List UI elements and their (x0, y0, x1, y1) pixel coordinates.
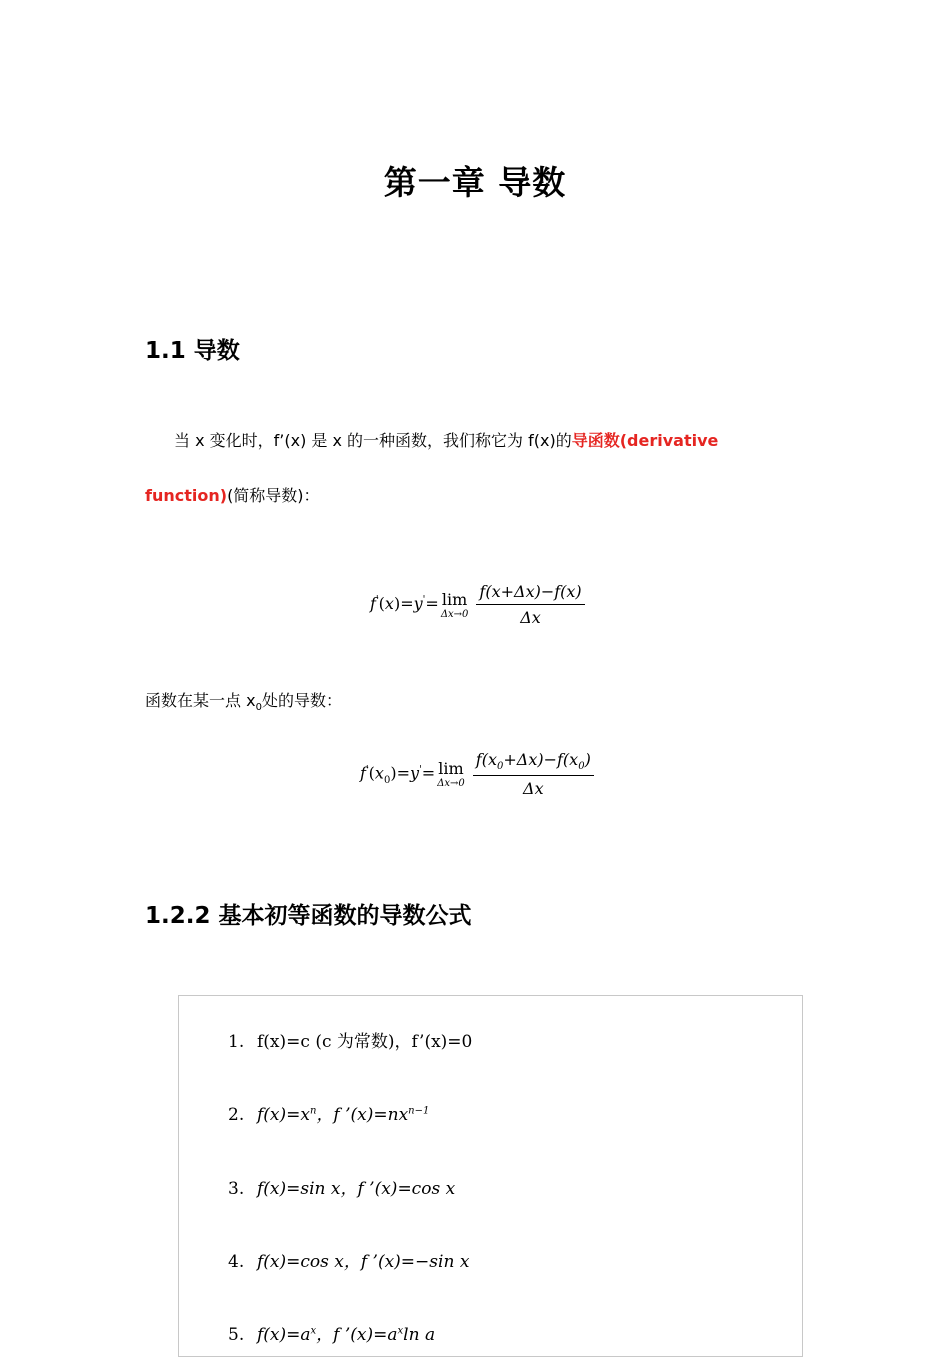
item-number: 3. (228, 1179, 245, 1199)
formula-x: x (384, 594, 394, 613)
item-text-c: ln a (403, 1325, 436, 1345)
item-text: f(x)=x (257, 1105, 310, 1125)
point-derivative-formula: $f'(x_0)=y'=$ lim Δx→0 $\frac{f(x_0+\Delta x)-f(x_0)}{\Delta x}$ (360, 750, 594, 798)
limit (441, 590, 469, 620)
point-text: 函数在某一点 x (145, 691, 256, 710)
limit-word: lim (441, 589, 468, 609)
fraction-numerator: f(x+Δx)−f(x) (476, 582, 584, 605)
num-part-a: f(x (475, 750, 497, 769)
section-heading-formulas: 1.2.2 基本初等函数的导数公式 (145, 903, 472, 929)
formula2-y-prime: ' (419, 764, 422, 776)
item-text: f(x)=c (c 为常数)，f’(x)=0 (257, 1032, 473, 1052)
num-sub-1: 0 (496, 761, 504, 773)
formula-prime: ' (375, 594, 379, 606)
item-number: 1. (228, 1032, 245, 1052)
item-text-b: ，f ’(x)=nx (316, 1105, 409, 1125)
formula-f: f (370, 594, 376, 613)
item-number: 2. (228, 1105, 245, 1125)
formula-item-4 (228, 1247, 469, 1272)
formula-y: y (413, 594, 423, 613)
item-text-b: ，f ’(x)=a (316, 1325, 398, 1345)
fraction2-denominator: Δx (523, 779, 544, 799)
num-sub-2: 0 (578, 761, 585, 773)
formula2-x: x (374, 763, 384, 783)
formula-item-1 (228, 1027, 472, 1052)
definition-paragraph-line2 (145, 483, 320, 506)
derivative-formula: f'(x)=y'= lim Δx→0 $\frac{f(x+\Delta x)-f(x)}{\Delta x}$ (370, 582, 585, 627)
point-subscript: 0 (255, 702, 262, 714)
chapter-title: 第一章 导数 (383, 163, 567, 202)
definition-end: (简称导数)： (227, 486, 320, 505)
item-number: 4. (228, 1252, 245, 1272)
fraction-denominator: Δx (520, 608, 541, 627)
formula-item-3 (228, 1174, 455, 1199)
term-english-part1: (derivative (619, 431, 719, 450)
fraction2 (473, 750, 594, 798)
term-chinese: 导函数 (571, 431, 620, 450)
formula-item-2 (228, 1100, 429, 1125)
item-text: f(x)=a (257, 1325, 311, 1345)
num-part-c: ) (584, 750, 591, 769)
fraction (476, 582, 584, 627)
point-derivative-text (145, 688, 342, 713)
formula-item-5 (228, 1320, 435, 1345)
formula2-y: y (409, 763, 420, 783)
item-superscript-2: x (397, 1325, 404, 1337)
item-superscript-2: n−1 (408, 1105, 430, 1117)
item-superscript: n (309, 1105, 317, 1117)
formula-y-prime: ' (422, 594, 426, 606)
item-text: f(x)=sin x，f ’(x)=cos x (257, 1179, 456, 1199)
formula2-f: f (360, 763, 366, 783)
item-superscript: x (310, 1325, 317, 1337)
fraction2-numerator (473, 750, 594, 776)
item-text: f(x)=cos x，f ’(x)=−sin x (257, 1252, 470, 1272)
formula2-subscript: 0 (383, 774, 391, 786)
definition-paragraph-line1 (174, 428, 718, 451)
definition-text: 当 x 变化时，f’(x) 是 x 的一种函数，我们称它为 f(x)的 (174, 431, 572, 450)
limit-subscript: Δx→0 (440, 608, 469, 620)
num-part-b: +Δx)−f(x (503, 750, 579, 769)
limit2-word: lim (438, 759, 464, 779)
formula2-prime: ' (365, 764, 369, 776)
term-english-part2: function) (145, 486, 228, 505)
limit2-subscript: Δx→0 (437, 778, 465, 790)
section-heading-derivative: 1.1 导数 (145, 338, 240, 364)
item-number: 5. (228, 1325, 245, 1345)
point-text-end: 处的导数： (261, 691, 342, 710)
limit2 (437, 759, 465, 789)
